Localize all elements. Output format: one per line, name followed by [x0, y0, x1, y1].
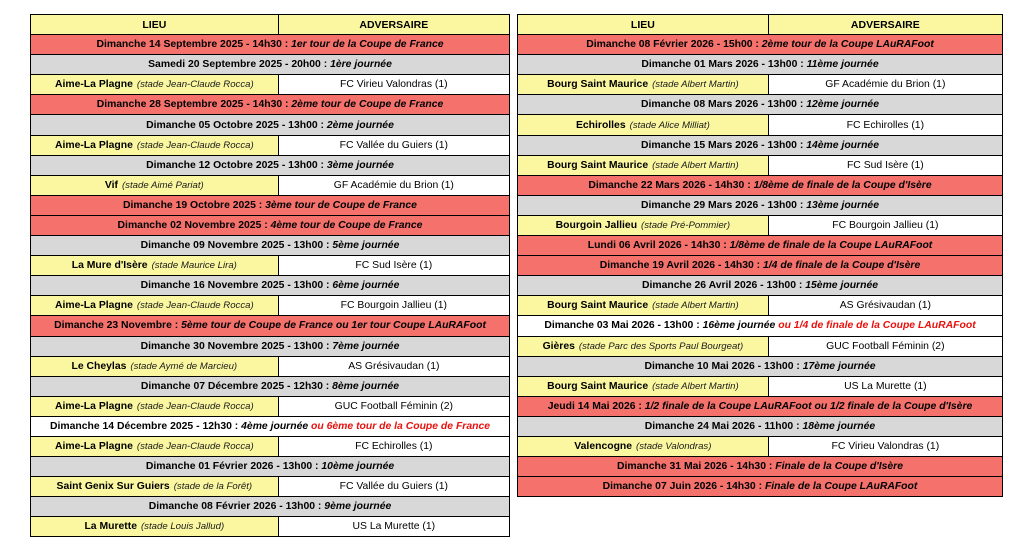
event-row [31, 115, 509, 135]
match-row [31, 437, 509, 457]
event-date-text: Dimanche 05 Octobre 2025 - 13h00 : [146, 119, 327, 131]
event-date-text: Dimanche 02 Novembre 2025 : [117, 219, 271, 231]
event-label-text: 16ème journée [702, 320, 776, 332]
event-row [518, 256, 1002, 276]
event-row [518, 95, 1002, 115]
match-opponent-cell: GF Académie du Brion (1) [278, 176, 509, 195]
column-header-lieu: LIEU [518, 15, 768, 34]
match-opponent-cell: US La Murette (1) [278, 517, 509, 536]
event-date-text: Dimanche 08 Février 2026 - 15h00 : [586, 39, 762, 51]
match-opponent-cell: FC Virieu Valondras (1) [768, 437, 1002, 456]
venue-stadium: (stade Parc des Sports Paul Bourgeat) [578, 340, 744, 352]
event-row [518, 35, 1002, 55]
event-cell [518, 316, 1002, 335]
event-cell [31, 216, 509, 235]
venue-name: Aime-La Plagne [54, 79, 133, 91]
match-opponent-cell: FC Vallée du Guiers (1) [278, 136, 509, 155]
venue-stadium: (stade Valondras) [636, 441, 712, 453]
event-row [31, 337, 509, 357]
match-opponent-cell: FC Sud Isère (1) [768, 156, 1002, 175]
match-row [31, 256, 509, 276]
venue-name: La Mure d'Isère [71, 260, 148, 272]
event-label-text: 7ème journée [332, 340, 400, 352]
venue-stadium: (stade Albert Martin) [652, 79, 739, 91]
venue-name: Gières [542, 340, 575, 352]
match-lieu-cell [31, 176, 278, 195]
match-row [31, 517, 509, 536]
venue-name: La Murette [84, 521, 137, 533]
event-row [31, 377, 509, 397]
match-row [31, 397, 509, 417]
match-lieu-cell [31, 75, 278, 94]
event-cell [31, 55, 509, 74]
venue-stadium: (stade Jean-Claude Rocca) [136, 441, 254, 453]
match-row [518, 437, 1002, 457]
match-lieu-cell [518, 115, 768, 134]
event-label-text: 2ème tour de la Coupe LAuRAFoot [761, 39, 934, 51]
event-cell [518, 417, 1002, 436]
match-row [518, 337, 1002, 357]
event-label-text: 5ème journée [332, 240, 400, 252]
match-row [31, 357, 509, 377]
table-rows-right [518, 35, 1002, 496]
match-lieu-cell [31, 136, 278, 155]
venue-name: Echirolles [575, 119, 626, 131]
venue-stadium: (stade Alice Milliat) [629, 119, 710, 131]
event-cell [518, 397, 1002, 416]
event-cell [31, 95, 509, 114]
event-date-text: Dimanche 08 Mars 2026 - 13h00 : [641, 99, 807, 111]
event-label-text: 8ème journée [332, 380, 400, 392]
event-date-text: Dimanche 29 Mars 2026 - 13h00 : [641, 199, 807, 211]
event-row [518, 357, 1002, 377]
venue-name: Vif [104, 179, 118, 191]
event-date-text: Dimanche 19 Avril 2026 - 14h30 : [599, 260, 764, 272]
event-label-text: 6ème journée [332, 280, 400, 292]
event-date-text: Dimanche 09 Novembre 2025 - 13h00 : [140, 240, 333, 252]
event-row [518, 276, 1002, 296]
event-label-text: Finale de la Coupe LAuRAFoot [764, 481, 918, 493]
match-row [31, 136, 509, 156]
match-row [518, 156, 1002, 176]
event-cell [31, 276, 509, 295]
event-date-text: Dimanche 26 Avril 2026 - 13h00 : [641, 280, 806, 292]
event-label-text: 3ème journée [326, 159, 394, 171]
event-date-text: Dimanche 22 Mars 2026 - 14h30 : [588, 179, 754, 191]
event-row [518, 196, 1002, 216]
venue-stadium: (stade Albert Martin) [652, 159, 739, 171]
venue-name: Bourgoin Jallieu [555, 219, 638, 231]
event-date-text: Dimanche 30 Novembre 2025 - 13h00 : [140, 340, 333, 352]
venue-name: Bourg Saint Maurice [547, 79, 649, 91]
event-cell [518, 196, 1002, 215]
match-opponent-cell: FC Virieu Valondras (1) [278, 75, 509, 94]
schedule-table-right [517, 14, 1003, 497]
event-date-text: Dimanche 01 Mars 2026 - 13h00 : [641, 59, 807, 71]
event-cell [31, 457, 509, 476]
event-date-text: Dimanche 31 Mai 2026 - 14h30 : [616, 461, 776, 473]
event-cell [31, 236, 509, 255]
event-label-text: 2ème journée [326, 119, 394, 131]
venue-stadium: (stade Aimé Pariat) [121, 179, 204, 191]
event-cell [31, 497, 509, 516]
event-label-text: 10ème journée [321, 461, 395, 473]
event-row [31, 95, 509, 115]
event-row [518, 477, 1002, 496]
event-row [518, 236, 1002, 256]
event-label-text: 1/8ème de finale de la Coupe LAuRAFoot [729, 240, 933, 252]
event-label-text: 17ème journée [802, 360, 876, 372]
event-label-text: 1/2 finale de la Coupe LAuRAFoot ou 1/2 finale de la Coupe d'Isère [644, 400, 973, 412]
event-cell [518, 35, 1002, 54]
venue-name: Le Cheylas [71, 360, 127, 372]
match-lieu-cell [31, 397, 278, 416]
match-opponent-cell: FC Echirolles (1) [278, 437, 509, 456]
venue-stadium: (stade Albert Martin) [652, 300, 739, 312]
venue-stadium: (stade Albert Martin) [652, 380, 739, 392]
schedule-table-left [30, 14, 510, 537]
match-opponent-cell: FC Vallée du Guiers (1) [278, 477, 509, 496]
venue-stadium: (stade Jean-Claude Rocca) [136, 79, 254, 91]
event-label-text: 9ème journée [324, 501, 392, 513]
column-header-adversaire: ADVERSAIRE [278, 15, 509, 34]
event-date-text: Dimanche 14 Décembre 2025 - 12h30 : [49, 420, 242, 432]
event-label-text: 1/4 de finale de la Coupe d'Isère [763, 260, 921, 272]
event-label-text: 4ème tour de Coupe de France [270, 219, 423, 231]
event-cell [518, 256, 1002, 275]
event-row [31, 316, 509, 336]
event-date-text: Dimanche 01 Février 2026 - 13h00 : [145, 461, 322, 473]
match-row [31, 296, 509, 316]
event-date-text: Dimanche 12 Octobre 2025 - 13h00 : [146, 159, 327, 171]
match-lieu-cell [31, 517, 278, 536]
event-cell [518, 136, 1002, 155]
match-opponent-cell: AS Grésivaudan (1) [768, 296, 1002, 315]
event-row [518, 55, 1002, 75]
venue-stadium: (stade Pré-Pommier) [641, 219, 731, 231]
match-lieu-cell [518, 156, 768, 175]
venue-stadium: (stade Jean-Claude Rocca) [136, 139, 254, 151]
match-lieu-cell [518, 437, 768, 456]
venue-stadium: (stade Maurice Lira) [151, 260, 237, 272]
venue-stadium: (stade Jean-Claude Rocca) [136, 300, 254, 312]
event-label-text: Finale de la Coupe d'Isère [775, 461, 904, 473]
event-row [31, 457, 509, 477]
event-cell [518, 357, 1002, 376]
event-row [31, 236, 509, 256]
match-opponent-cell: FC Bourgoin Jallieu (1) [278, 296, 509, 315]
event-label-text: 15ème journée [805, 280, 879, 292]
event-date-text: Dimanche 24 Mai 2026 - 11h00 : [644, 420, 803, 432]
event-date-text: Dimanche 07 Juin 2026 - 14h30 : [602, 481, 765, 493]
venue-name: Aime-La Plagne [54, 441, 133, 453]
venue-name: Aime-La Plagne [54, 139, 133, 151]
event-cell [31, 316, 509, 335]
match-opponent-cell: FC Bourgoin Jallieu (1) [768, 216, 1002, 235]
event-label-text: 1ère journée [330, 59, 392, 71]
match-lieu-cell [518, 216, 768, 235]
event-row [31, 216, 509, 236]
event-label-text: 5ème tour de Coupe de France ou 1er tour Coupe LAuRAFoot [181, 320, 486, 332]
table-rows-left [31, 35, 509, 536]
match-opponent-cell: GUC Football Féminin (2) [768, 337, 1002, 356]
event-row [518, 457, 1002, 477]
match-lieu-cell [31, 256, 278, 275]
event-cell [31, 115, 509, 134]
event-row [31, 55, 509, 75]
event-date-text: Dimanche 08 Février 2026 - 13h00 : [148, 501, 325, 513]
event-date-text: Dimanche 10 Mai 2026 - 13h00 : [644, 360, 803, 372]
event-cell [31, 156, 509, 175]
event-row [31, 196, 509, 216]
match-lieu-cell [518, 377, 768, 396]
column-header-lieu: LIEU [31, 15, 278, 34]
event-date-text: Samedi 20 Septembre 2025 - 20h00 : [148, 59, 331, 71]
match-row [31, 477, 509, 497]
match-lieu-cell [31, 357, 278, 376]
event-row [518, 316, 1002, 336]
event-label-text: 18ème journée [802, 420, 876, 432]
event-cell [518, 95, 1002, 114]
event-date-text: Dimanche 28 Septembre 2025 - 14h30 : [96, 99, 292, 111]
event-date-text: Dimanche 14 Septembre 2025 - 14h30 : [96, 39, 292, 51]
event-date-text: Jeudi 14 Mai 2026 : [547, 400, 645, 412]
venue-name: Bourg Saint Maurice [547, 300, 649, 312]
event-label-text: 11ème journée [806, 59, 879, 71]
match-lieu-cell [518, 337, 768, 356]
event-date-text: Dimanche 23 Novembre : [54, 320, 182, 332]
venue-name: Aime-La Plagne [54, 400, 133, 412]
match-row [518, 75, 1002, 95]
event-cell [31, 196, 509, 215]
venue-name: Saint Genix Sur Guiers [56, 481, 170, 493]
venue-stadium: (stade Jean-Claude Rocca) [136, 400, 254, 412]
event-cell [31, 35, 509, 54]
event-label-text: 1er tour de la Coupe de France [291, 39, 444, 51]
event-date-text: Dimanche 15 Mars 2026 - 13h00 : [641, 139, 807, 151]
match-row [518, 377, 1002, 397]
event-cell [518, 477, 1002, 496]
column-header-adversaire: ADVERSAIRE [768, 15, 1002, 34]
venue-name: Bourg Saint Maurice [547, 159, 649, 171]
event-row [31, 276, 509, 296]
event-cell [518, 236, 1002, 255]
event-cell [518, 176, 1002, 195]
match-lieu-cell [518, 75, 768, 94]
match-lieu-cell [31, 296, 278, 315]
match-lieu-cell [518, 296, 768, 315]
venue-name: Valencogne [574, 441, 633, 453]
match-row [518, 296, 1002, 316]
event-date-text: Dimanche 16 Novembre 2025 - 13h00 : [140, 280, 333, 292]
event-cell [518, 457, 1002, 476]
event-row [31, 417, 509, 437]
event-date-text: Dimanche 03 Mai 2026 - 13h00 : [544, 320, 703, 332]
event-date-text: Lundi 06 Avril 2026 - 14h30 : [587, 240, 730, 252]
event-cell [31, 377, 509, 396]
event-cell [31, 337, 509, 356]
match-opponent-cell: AS Grésivaudan (1) [278, 357, 509, 376]
event-label-text: 13ème journée [806, 199, 879, 211]
event-row [31, 497, 509, 517]
match-row [518, 115, 1002, 135]
event-date-text: Dimanche 19 Octobre 2025 : [123, 199, 266, 211]
event-label-text: 3ème tour de Coupe de France [265, 199, 417, 211]
event-date-text: Dimanche 07 Décembre 2025 - 12h30 : [140, 380, 333, 392]
event-label-text: 1/8ème de finale de la Coupe d'Isère [753, 179, 932, 191]
event-alt-red-text: ou 6ème tour de la Coupe de France [308, 420, 491, 432]
event-label-text: 2ème tour de Coupe de France [291, 99, 444, 111]
event-alt-red-text: ou 1/4 de finale de la Coupe LAuRAFoot [775, 320, 976, 332]
match-lieu-cell [31, 437, 278, 456]
event-label-text: 4ème journée [241, 420, 309, 432]
match-opponent-cell: FC Sud Isère (1) [278, 256, 509, 275]
match-row [518, 216, 1002, 236]
venue-stadium: (stade de la Forêt) [173, 481, 253, 493]
event-row [518, 136, 1002, 156]
match-row [31, 75, 509, 95]
event-row [518, 397, 1002, 417]
venue-stadium: (stade Aymé de Marcieu) [130, 360, 238, 372]
event-row [518, 417, 1002, 437]
event-cell [518, 55, 1002, 74]
venue-name: Aime-La Plagne [54, 300, 133, 312]
tables-wrap [30, 14, 1003, 537]
event-cell [31, 417, 509, 436]
match-row [31, 176, 509, 196]
event-cell [518, 276, 1002, 295]
event-label-text: 12ème journée [806, 99, 879, 111]
event-row [31, 35, 509, 55]
venue-name: Bourg Saint Maurice [547, 380, 649, 392]
venue-stadium: (stade Louis Jallud) [140, 521, 225, 533]
event-row [518, 176, 1002, 196]
match-lieu-cell [31, 477, 278, 496]
match-opponent-cell: FC Echirolles (1) [768, 115, 1002, 134]
header-row [518, 15, 1002, 35]
event-row [31, 156, 509, 176]
event-label-text: 14ème journée [806, 139, 879, 151]
match-opponent-cell: GUC Football Féminin (2) [278, 397, 509, 416]
header-row [31, 15, 509, 35]
match-opponent-cell: GF Académie du Brion (1) [768, 75, 1002, 94]
match-opponent-cell: US La Murette (1) [768, 377, 1002, 396]
